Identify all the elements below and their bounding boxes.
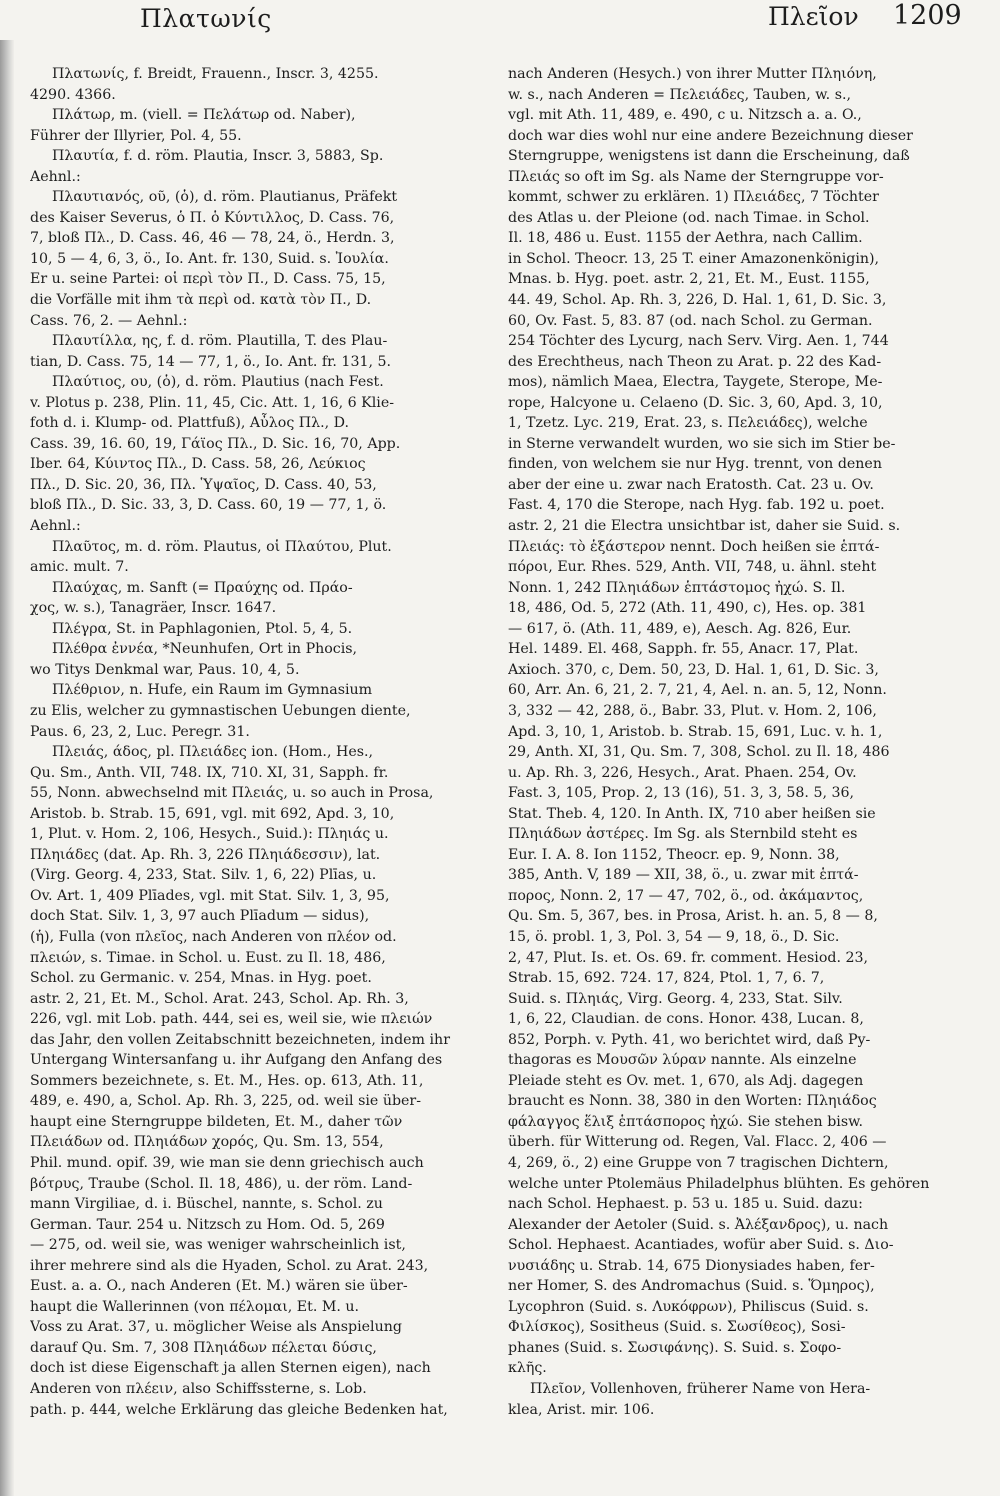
text-line: Anderen von πλέειν, also Schiffssterne, s. Lob. — [30, 1381, 367, 1397]
text-line: Aehnl.: — [30, 518, 81, 535]
text-line: φάλαγγος ἕλιξ ἑπτάσπορος ἠχώ. Sie stehen bisw. — [508, 1113, 864, 1130]
text-line: Lycophron (Suid. s. Λυκόφρων), Philiscus (Suid. s. — [508, 1298, 869, 1315]
text-line: Cass. 39, 16. 60, 19, Γάϊος Πλ., D. Sic. 16, 70, App. — [30, 435, 401, 452]
text-line: doch ist diese Eigenschaft ja allen Sternen eigen), nach — [30, 1360, 431, 1377]
page-header — [0, 0, 1000, 50]
text-line: mann Virgiliae, d. i. Büschel, nannte, s. Schol. zu — [30, 1196, 383, 1213]
text-line: Schol. zu Germanic. v. 254, Mnas. in Hyg. poet. — [30, 970, 372, 987]
text-line: des Erechtheus, nach Theon zu Arat. p. 22 des Kad- — [508, 353, 882, 370]
text-line: 2, 47, Plut. Is. et. Os. 69. fr. comment. Hesiod. 23, — [508, 949, 869, 966]
text-line: πορος, Nonn. 2, 17 — 47, 702, ö., od. ἀκάμαντος, — [508, 887, 864, 904]
text-line: Axioch. 370, c, Dem. 50, 23, D. Hal. 1, 61, D. Sic. 3, — [508, 661, 879, 678]
text-line: phanes (Suid. s. Σωσιφάνης). S. Suid. s. Σοφο- — [508, 1339, 842, 1356]
text-line: 385, Anth. V, 189 — XII, 38, ö., u. zwar mit ἑπτά- — [508, 867, 859, 884]
text-line: — 275, od. weil sie, was weniger wahrscheinlich ist, — [30, 1237, 406, 1254]
text-line: ihrer mehrere sind als die Hyaden, Schol. zu Arat. 243, — [30, 1257, 429, 1274]
text-line: Πλειάς so oft im Sg. als Name der Sterngruppe vor- — [508, 168, 884, 185]
text-line: Aristob. b. Strab. 15, 691, vgl. mit 692, Apd. 3, 10, — [30, 805, 395, 822]
text-line: aber der eine u. zwar nach Eratosth. Cat. 23 u. Ov. — [508, 476, 874, 493]
text-line: Πληιάδων ἀστέρες. Im Sg. als Sternbild steht es — [508, 826, 858, 843]
text-line: Mnas. b. Hyg. poet. astr. 2, 21, Et. M., Eust. 1155, — [508, 271, 870, 288]
text-line: Fast. 3, 105, Prop. 2, 13 (16), 51. 3, 3, 58. 5, 36, — [508, 785, 855, 802]
entry-headline: Πλεῖον, Vollenhoven, früherer Name von Hera- — [530, 1381, 871, 1397]
text-line: Suid. s. Πληιάς, Virg. Georg. 4, 233, Stat. Silv. — [508, 990, 843, 1007]
entry-headline: Πλέθρα ἐννέα, *Neunhufen, Ort in Phocis, — [52, 641, 358, 658]
text-line: Nonn. 1, 242 Πληιάδων ἑπτάστομος ἠχώ. S. Il. — [508, 579, 846, 596]
entry-headline: Πλαύτιος, ου, (ὁ), d. röm. Plautius (nach Fest. — [52, 374, 384, 391]
text-line: 1, Plut. v. Hom. 2, 106, Hesych., Suid.): Πληιάς u. — [30, 826, 389, 843]
entry-headline: Πλάτωρ, m. (viell. = Πελάτωρ od. Naber), — [52, 107, 356, 124]
text-line: 60, Arr. An. 6, 21, 2. 7, 21, 4, Ael. n. an. 5, 12, Nonn. — [508, 682, 887, 699]
text-line: 852, Porph. v. Pyth. 41, wo berichtet wird, daß Py- — [508, 1031, 871, 1048]
right-column — [508, 64, 976, 1420]
text-line: Fast. 4, 170 die Sterope, nach Hyg. fab. 192 u. poet. — [508, 497, 885, 514]
text-line: 60, Ov. Fast. 5, 83. 87 (od. nach Schol. zu German. — [508, 312, 873, 329]
text-line: νυσιάδης u. Strab. 14, 675 Dionysiades haben, fer- — [508, 1257, 875, 1274]
entry-headline: Πλειάς, άδος, pl. Πλειάδες ion. (Hom., Hes., — [52, 744, 374, 761]
text-line: πλειών, s. Timae. in Schol. u. Eust. zu Il. 18, 486, — [30, 949, 386, 966]
text-line: 3, 332 — 42, 288, ö., Babr. 33, Plut. v. Hom. 2, 106, — [508, 702, 877, 719]
text-line: in Sterne verwandelt wurden, wo sie sich im Stier be- — [508, 435, 896, 452]
text-line: (ἡ), Fulla (von πλεῖος, nach Anderen von πλέον od. — [30, 928, 397, 945]
text-line: klea, Arist. mir. 106. — [508, 1401, 655, 1418]
text-line: v. Plotus p. 238, Plin. 11, 45, Cic. Att. 1, 16, 6 Klie- — [30, 394, 395, 411]
text-line: — 617, ö. (Ath. 11, 489, e), Aesch. Ag. 826, Eur. — [508, 620, 852, 637]
text-line: (Virg. Georg. 4, 233, Stat. Silv. 1, 6, 22) Plīas, u. — [30, 867, 377, 884]
text-line: Qu. Sm., Anth. VII, 748. IX, 710. XI, 31, Sapph. fr. — [30, 764, 389, 781]
text-line: Cass. 76, 2. — Aehnl.: — [30, 312, 188, 329]
text-line: Führer der Illyrier, Pol. 4, 55. — [30, 127, 242, 144]
text-line: 489, e. 490, a, Schol. Ap. Rh. 3, 225, od. weil sie über- — [30, 1093, 422, 1110]
text-line: doch war dies wohl nur eine andere Bezeichnung dieser — [508, 127, 913, 144]
text-line: Untergang Wintersanfang u. ihr Aufgang den Anfang des — [30, 1052, 443, 1069]
text-line: Pleiade steht es Ov. met. 1, 670, als Adj. dagegen — [508, 1072, 864, 1089]
entry-headline: Πλατωνίς, f. Breidt, Frauenn., Inscr. 3, 4255. — [52, 66, 379, 82]
text-line: Sommers bezeichnete, s. Et. M., Hes. op. 613, Ath. 11, — [30, 1072, 424, 1089]
text-line: Hel. 1489. El. 468, Sapph. fr. 55, Anacr. 17, Plat. — [508, 641, 859, 658]
text-line: Alexander der Aetoler (Suid. s. Ἀλέξανδρος), u. nach — [508, 1216, 889, 1233]
text-line: haupt eine Sterngruppe bildeten, Et. M., daher τῶν — [30, 1113, 403, 1130]
text-line: Il. 18, 486 u. Eust. 1155 der Aethra, nach Callim. — [508, 230, 863, 247]
text-line: astr. 2, 21 die Electra unsichtbar ist, daher sie Suid. s. — [508, 518, 901, 535]
text-line: 1, Tzetz. Lyc. 219, Erat. 23, s. Πελειάδες), welche — [508, 415, 868, 432]
text-line: κλῆς. — [508, 1360, 547, 1377]
text-line: mos), nämlich Maea, Electra, Taygete, Sterope, Me- — [508, 374, 883, 391]
left-column — [30, 64, 485, 1420]
text-line: zu Elis, welcher zu gymnastischen Uebungen diente, — [30, 702, 411, 719]
text-line: w. s., nach Anderen = Πελειάδες, Tauben, w. s., — [508, 86, 851, 103]
text-line: ner Homer, S. des Andromachus (Suid. s. Ὅμηρος), — [508, 1278, 875, 1295]
text-line: des Atlas u. der Pleione (od. nach Timae. in Schol. — [508, 209, 870, 226]
text-line: 55, Nonn. abwechselnd mit Πλειάς, u. so auch in Prosa, — [30, 785, 434, 802]
text-line: nach Anderen (Hesych.) von ihrer Mutter Πληιόνη, — [508, 66, 877, 82]
left-guideword: Πλατωνίς — [140, 4, 272, 33]
text-line: wo Titys Denkmal war, Paus. 10, 4, 5. — [30, 661, 300, 678]
text-line: 15, ö. probl. 1, 3, Pol. 3, 54 — 9, 18, ö., D. Sic. — [508, 928, 840, 945]
text-line: Φιλίσκος), Sositheus (Suid. s. Σωσίθεος), Sosi- — [508, 1319, 846, 1336]
text-line: πόροι, Eur. Rhes. 529, Anth. VII, 748, u. ähnl. steht — [508, 559, 877, 576]
text-line: kommt, schwer zu erklären. 1) Πλειάδες, 7 Töchter — [508, 189, 879, 206]
text-line: darauf Qu. Sm. 7, 308 Πληιάδων πέλεται δύσις, — [30, 1339, 377, 1356]
text-line: Eust. a. a. O., nach Anderen (Et. M.) wären sie über- — [30, 1278, 408, 1295]
text-line: 10, 5 — 4, 6, 3, ö., Io. Ant. fr. 130, Suid. s. Ἰουλία. — [30, 250, 389, 267]
entry-headline: Πλαυτία, f. d. röm. Plautia, Inscr. 3, 5883, Sp. — [52, 148, 384, 165]
entry-headline: Πλαῦτος, m. d. röm. Plautus, οἱ Πλαύτου, Plut. — [52, 538, 392, 555]
text-line: German. Taur. 254 u. Nitzsch zu Hom. Od. 5, 269 — [30, 1216, 385, 1233]
right-guideword: Πλεῖον — [768, 2, 859, 31]
text-line: Πληιάδες (dat. Ap. Rh. 3, 226 Πληιάδεσσιν), lat. — [30, 846, 381, 863]
entry-headline: Πλέθριον, n. Hufe, ein Raum im Gymnasium — [52, 682, 373, 699]
entry-headline: Πλέγρα, St. in Paphlagonien, Ptol. 5, 4, 5. — [52, 620, 353, 637]
text-line: χος, w. s.), Tanagräer, Inscr. 1647. — [30, 600, 277, 617]
text-line: foth d. i. Klump- od. Plattfuß), Αὖλος Πλ., D. — [30, 415, 350, 432]
text-line: Πλ., D. Sic. 20, 36, Πλ. Ὑψαῖος, D. Cass. 40, 53, — [30, 476, 377, 493]
text-line: überh. für Witterung od. Regen, Val. Flacc. 2, 406 — — [508, 1134, 887, 1151]
text-line: βότρυς, Traube (Schol. Il. 18, 486), u. der röm. Land- — [30, 1175, 413, 1192]
text-line: Sterngruppe, wenigstens ist dann die Erscheinung, daß — [508, 148, 910, 165]
text-line: des Kaiser Severus, ὁ Π. ὁ Κύντιλλος, D. Cass. 76, — [30, 209, 395, 226]
text-line: finden, von welchem sie nur Hyg. trennt, von denen — [508, 456, 882, 473]
text-line: Stat. Theb. 4, 120. In Anth. IX, 710 aber heißen sie — [508, 805, 876, 822]
text-line: Aehnl.: — [30, 168, 81, 185]
text-line: 18, 486, Od. 5, 272 (Ath. 11, 490, c), Hes. op. 381 — [508, 600, 867, 617]
text-line: Voss zu Arat. 37, u. möglicher Weise als Anspielung — [30, 1319, 402, 1336]
text-line: Phil. mund. opif. 39, wie man sie denn griechisch auch — [30, 1154, 424, 1171]
text-line: Qu. Sm. 5, 367, bes. in Prosa, Arist. h. an. 5, 8 — 8, — [508, 908, 878, 925]
text-line: astr. 2, 21, Et. M., Schol. Arat. 243, Schol. Ap. Rh. 3, — [30, 990, 409, 1007]
text-line: Er u. seine Partei: οἱ περὶ τὸν Π., D. Cass. 75, 15, — [30, 271, 386, 288]
text-line: Apd. 3, 10, 1, Aristob. b. Strab. 15, 691, Luc. v. h. 1, — [508, 723, 883, 740]
page-binding-shadow — [0, 40, 14, 1496]
text-line: Paus. 6, 23, 2, Luc. Peregr. 31. — [30, 723, 250, 740]
text-line: Eur. I. A. 8. Ion 1152, Theocr. ep. 9, Nonn. 38, — [508, 846, 840, 863]
text-line: path. p. 444, welche Erklärung das gleiche Bedenken hat, — [30, 1401, 448, 1418]
text-line: 1, 6, 22, Claudian. de cons. Honor. 438, Lucan. 8, — [508, 1011, 864, 1028]
text-line: vgl. mit Ath. 11, 489, e. 490, c u. Nitzsch a. a. O., — [508, 107, 862, 124]
text-line: Πλειάς: τὸ ἑξάστερον nennt. Doch heißen sie ἑπτά- — [508, 538, 880, 555]
text-line: u. Ap. Rh. 3, 226, Hesych., Arat. Phaen. 254, Ov. — [508, 764, 857, 781]
text-line: Ov. Art. 1, 409 Plīades, vgl. mit Stat. Silv. 1, 3, 95, — [30, 887, 390, 904]
text-line: Iber. 64, Κύιντος Πλ., D. Cass. 58, 26, Λεύκιος — [30, 456, 366, 473]
text-line: thagoras es Μουσῶν λύραν nannte. Als einzelne — [508, 1052, 857, 1069]
text-line: Schol. Hephaest. Acantiades, wofür aber Suid. s. Διο- — [508, 1237, 894, 1254]
text-line: tian, D. Cass. 75, 14 — 77, 1, ö., Io. Ant. fr. 131, 5. — [30, 353, 392, 370]
entry-headline: Πλαυτιανός, οῦ, (ὁ), d. röm. Plautianus, Präfekt — [52, 189, 398, 206]
text-line: braucht es Nonn. 38, 380 in den Worten: Πληιάδος — [508, 1093, 877, 1110]
text-line: rope, Halcyone u. Celaeno (D. Sic. 3, 60, Apd. 3, 10, — [508, 394, 883, 411]
text-line: 226, vgl. mit Lob. path. 444, sei es, weil sie, wie πλειών — [30, 1011, 433, 1028]
text-line: 4290. 4366. — [30, 86, 116, 103]
text-line: in Schol. Theocr. 13, 25 T. einer Amazonenkönigin), — [508, 250, 880, 267]
text-line: 4, 269, ö., 2) eine Gruppe von 7 tragischen Dichtern, — [508, 1154, 889, 1171]
text-line: 29, Anth. XI, 31, Qu. Sm. 7, 308, Schol. zu Il. 18, 486 — [508, 744, 890, 761]
text-line: 44. 49, Schol. Ap. Rh. 3, 226, D. Hal. 1, 61, D. Sic. 3, — [508, 292, 887, 309]
text-line: das Jahr, den vollen Zeitabschnitt bezeichneten, indem ihr — [30, 1031, 450, 1048]
text-line: amic. mult. 7. — [30, 559, 129, 576]
text-line: 254 Töchter des Lycurg, nach Serv. Virg. Aen. 1, 744 — [508, 333, 889, 350]
text-line: bloß Πλ., D. Sic. 33, 3, D. Cass. 60, 19 — 77, 1, ö. — [30, 497, 387, 514]
text-line: 7, bloß Πλ., D. Cass. 46, 46 — 78, 24, ö., Herdn. 3, — [30, 230, 395, 247]
text-line: welche unter Ptolemäus Philadelphus blühten. Es gehören — [508, 1175, 930, 1192]
text-line: Πλειάδων od. Πληιάδων χορός, Qu. Sm. 13, 554, — [30, 1134, 384, 1151]
entry-headline: Πλαύχας, m. Sanft (= Πραύχης od. Πράο- — [52, 579, 353, 596]
text-line: Strab. 15, 692. 724. 17, 824, Ptol. 1, 7, 6. 7, — [508, 970, 825, 987]
entry-headline: Πλαυτίλλα, ης, f. d. röm. Plautilla, T. des Plau- — [52, 333, 388, 350]
text-line: haupt die Wallerinnen (von πέλομαι, Et. M. u. — [30, 1298, 360, 1315]
page-number: 1209 — [893, 0, 962, 31]
text-line: doch Stat. Silv. 1, 3, 97 auch Plīadum — sidus), — [30, 908, 370, 925]
text-line: nach Schol. Hephaest. p. 53 u. 185 u. Suid. dazu: — [508, 1196, 863, 1213]
text-line: die Vorfälle mit ihm τὰ περὶ od. κατὰ τὸν Π., D. — [30, 292, 372, 309]
